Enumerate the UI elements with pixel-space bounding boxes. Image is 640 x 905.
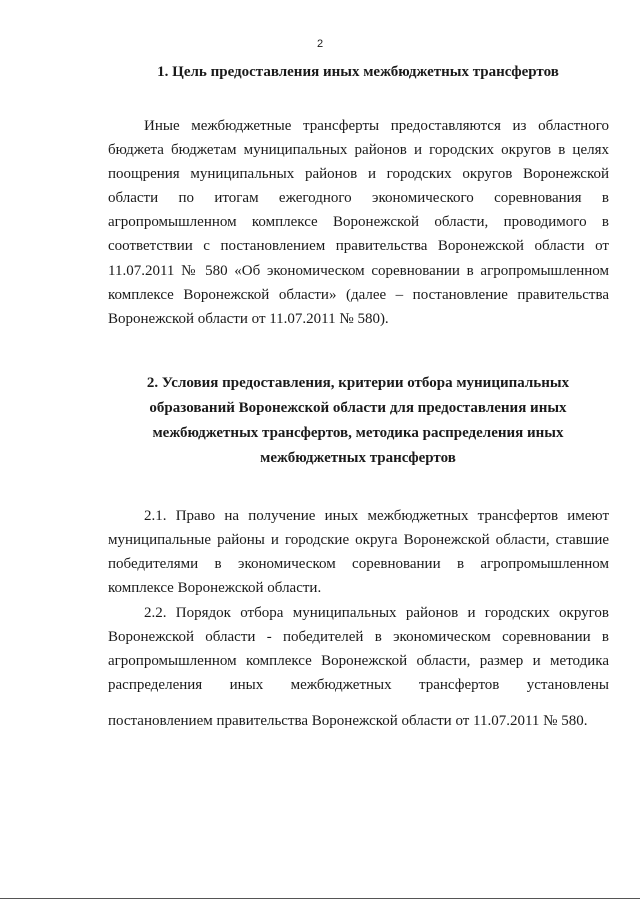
section-1-line: комплексе Воронежской области» (далее – постановление правительства xyxy=(108,287,609,303)
section-2-heading-line: образований Воронежской области для предоставления иных xyxy=(149,400,567,416)
section-2-heading-line: межбюджетных трансфертов, методика распределения иных xyxy=(152,425,564,441)
section-1-heading: 1. Цель предоставления иных межбюджетных трансфертов xyxy=(157,64,559,80)
paragraph-2-2-line: постановлением правительства Воронежской области от 11.07.2011 № 580. xyxy=(108,713,588,729)
section-1-line: Иные межбюджетные трансферты предоставляются из областного xyxy=(144,118,609,134)
paragraph-2-1-line: комплексе Воронежской области. xyxy=(108,580,322,596)
paragraph-2-1-line: 2.1. Право на получение иных межбюджетных трансфертов имеют xyxy=(144,508,609,524)
section-1-line: соответствии с постановлением правительства Воронежской области от xyxy=(108,238,609,254)
section-1-line: 11.07.2011 № 580 «Об экономическом соревновании в агропромышленном xyxy=(108,263,609,279)
section-1-line: Воронежской области от 11.07.2011 № 580). xyxy=(108,311,389,327)
paragraph-2-1-line: победителями в экономическом соревновании в агропромышленном xyxy=(108,556,609,572)
section-2-heading-line: межбюджетных трансфертов xyxy=(260,450,456,466)
paragraph-2-2-line: 2.2. Порядок отбора муниципальных районов и городских округов xyxy=(144,605,609,621)
paragraph-2-2-line: распределения иных межбюджетных трансфертов установлены xyxy=(108,677,609,693)
section-1-line: области по итогам ежегодного экономического соревнования в xyxy=(108,190,609,206)
footer-rule xyxy=(0,898,640,899)
paragraph-2-1-line: муниципальные районы и городские округа Воронежской области, ставшие xyxy=(108,532,609,548)
paragraph-2-2-line: Воронежской области - победителей в экономическом соревновании в xyxy=(108,629,609,645)
section-2-heading-line: 2. Условия предоставления, критерии отбора муниципальных xyxy=(146,375,570,391)
section-1-line: агропромышленном комплексе Воронежской области, проводимого в xyxy=(108,214,609,230)
page-number: 2 xyxy=(316,38,324,50)
section-1-line: поощрения муниципальных районов и городских округов Воронежской xyxy=(108,166,609,182)
section-1-line: бюджета бюджетам муниципальных районов и городских округов в целях xyxy=(108,142,609,158)
paragraph-2-2-line: агропромышленном комплексе Воронежской области, размер и методика xyxy=(108,653,609,669)
